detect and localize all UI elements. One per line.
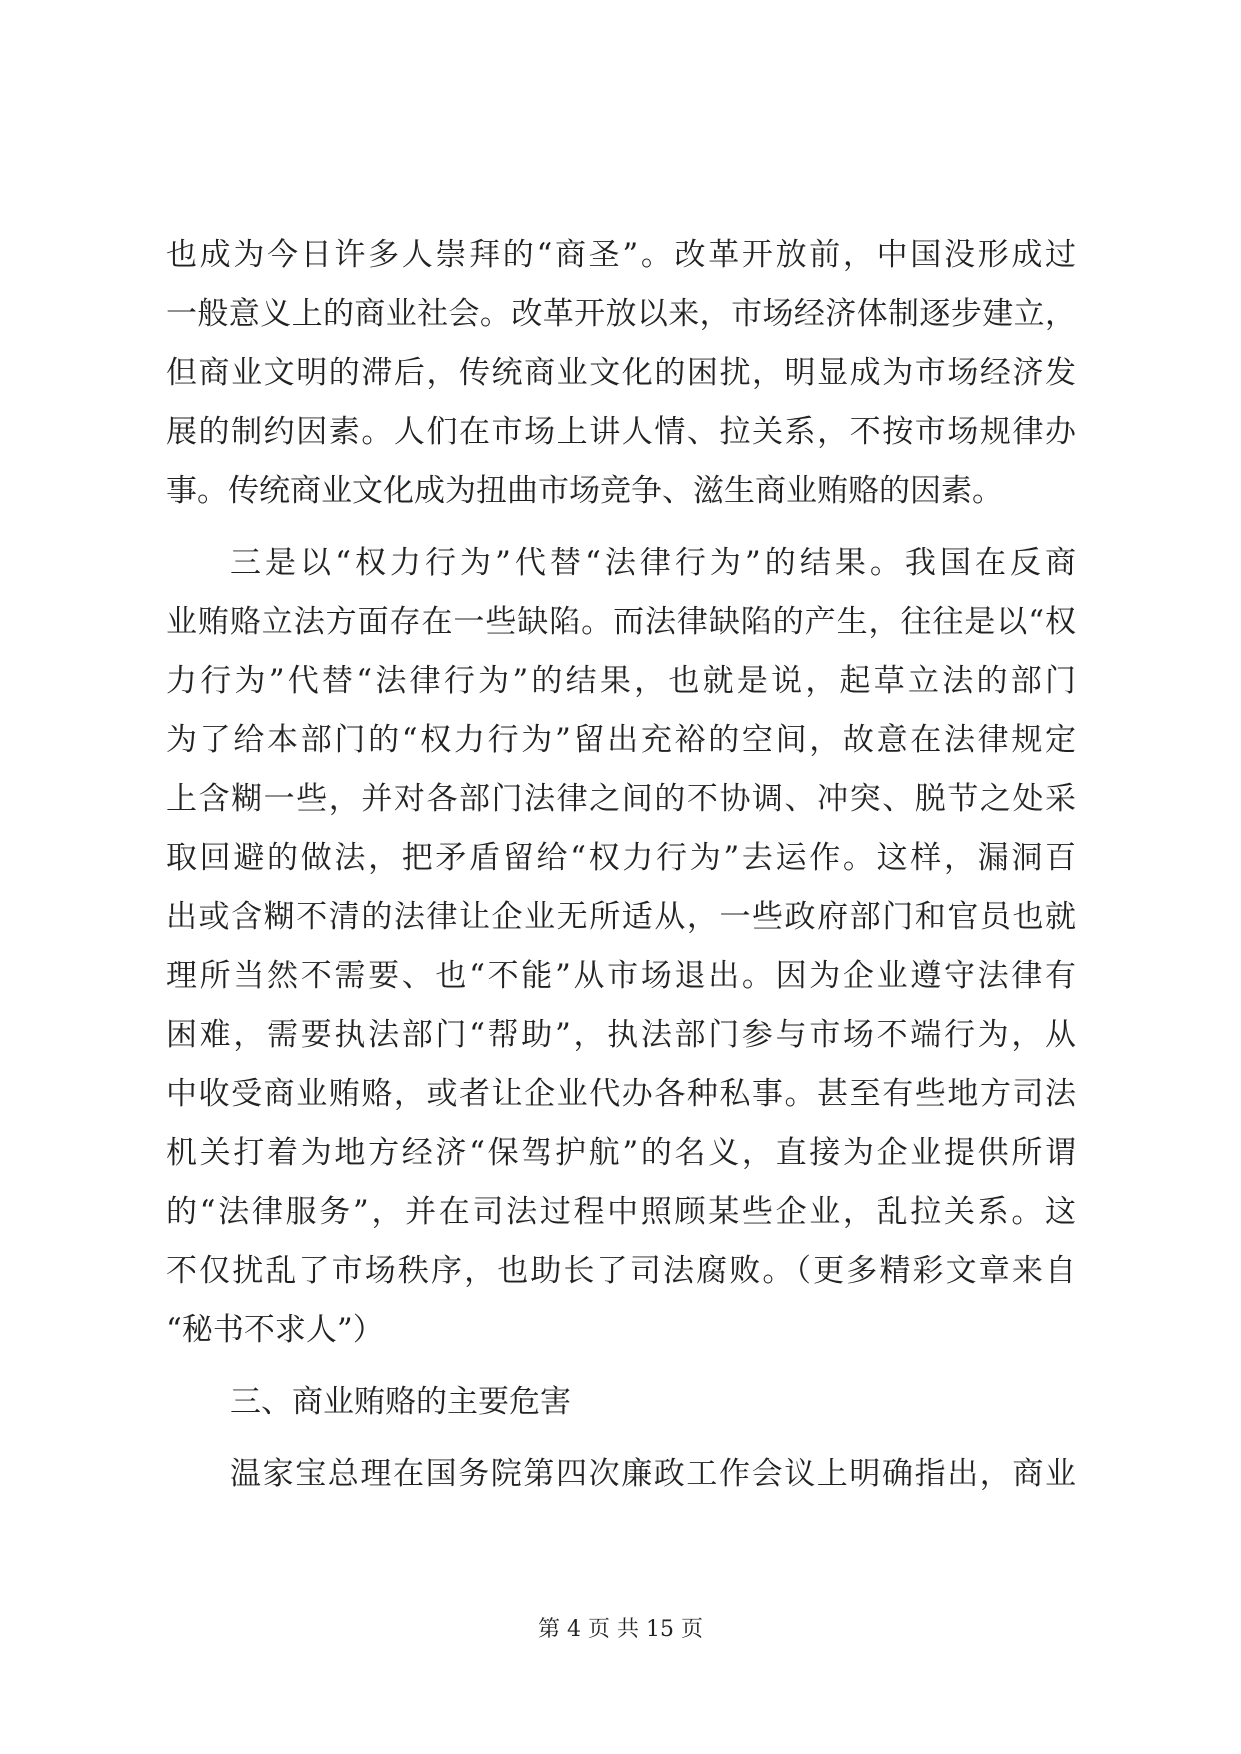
paragraph-gap — [166, 521, 1076, 534]
section-heading — [166, 1373, 1076, 1432]
text-line: 为了给本部门的“权力行为”留出充裕的空间，故意在法律规定 — [166, 722, 1076, 758]
text-line: 取回避的做法，把矛盾留给“权力行为”去运作。这样，漏洞百 — [166, 840, 1076, 876]
text-line: 理所当然不需要、也“不能”从市场退出。因为企业遵守法律有 — [166, 958, 1076, 994]
paragraph-gap — [166, 1360, 1076, 1373]
text-line: 机关打着为地方经济“保驾护航”的名义，直接为企业提供所谓 — [166, 1135, 1076, 1171]
heading-line: 三、商业贿赂的主要危害 — [230, 1384, 571, 1420]
text-line: “秘书不求人”） — [166, 1312, 384, 1348]
text-line: 也成为今日许多人崇拜的“商圣”。改革开放前，中国没形成过 — [166, 237, 1076, 273]
text-line: 业贿赂立法方面存在一些缺陷。而法律缺陷的产生，往往是以“权 — [166, 604, 1076, 640]
text-line: 中收受商业贿赂，或者让企业代办各种私事。甚至有些地方司法 — [166, 1076, 1076, 1112]
text-line: 上含糊一些，并对各部门法律之间的不协调、冲突、脱节之处采 — [166, 781, 1076, 817]
paragraph-2 — [166, 534, 1076, 1360]
text-line: 温家宝总理在国务院第四次廉政工作会议上明确指出，商业 — [230, 1456, 1076, 1492]
page-number-footer: 第 4 页 共 15 页 — [538, 1617, 703, 1642]
text-line: 的“法律服务”，并在司法过程中照顾某些企业，乱拉关系。这 — [166, 1194, 1076, 1230]
paragraph-1 — [166, 226, 1076, 521]
paragraph-4 — [166, 1445, 1076, 1504]
paragraph-gap — [166, 1432, 1076, 1445]
text-line: 出或含糊不清的法律让企业无所适从，一些政府部门和官员也就 — [166, 899, 1076, 935]
text-line: 不仅扰乱了市场秩序，也助长了司法腐败。（更多精彩文章来自 — [166, 1253, 1076, 1289]
body-text — [166, 226, 1076, 1504]
text-line: 事。传统商业文化成为扭曲市场竞争、滋生商业贿赂的因素。 — [166, 473, 1003, 509]
text-line: 三是以“权力行为”代替“法律行为”的结果。我国在反商 — [230, 545, 1076, 581]
text-line: 一般意义上的商业社会。改革开放以来，市场经济体制逐步建立， — [166, 296, 1076, 332]
text-line: 但商业文明的滞后，传统商业文化的困扰，明显成为市场经济发 — [166, 355, 1076, 391]
text-line: 力行为”代替“法律行为”的结果，也就是说，起草立法的部门 — [166, 663, 1076, 699]
text-line: 展的制约因素。人们在市场上讲人情、拉关系，不按市场规律办 — [166, 414, 1076, 450]
text-line: 困难，需要执法部门“帮助”，执法部门参与市场不端行为，从 — [166, 1017, 1076, 1053]
